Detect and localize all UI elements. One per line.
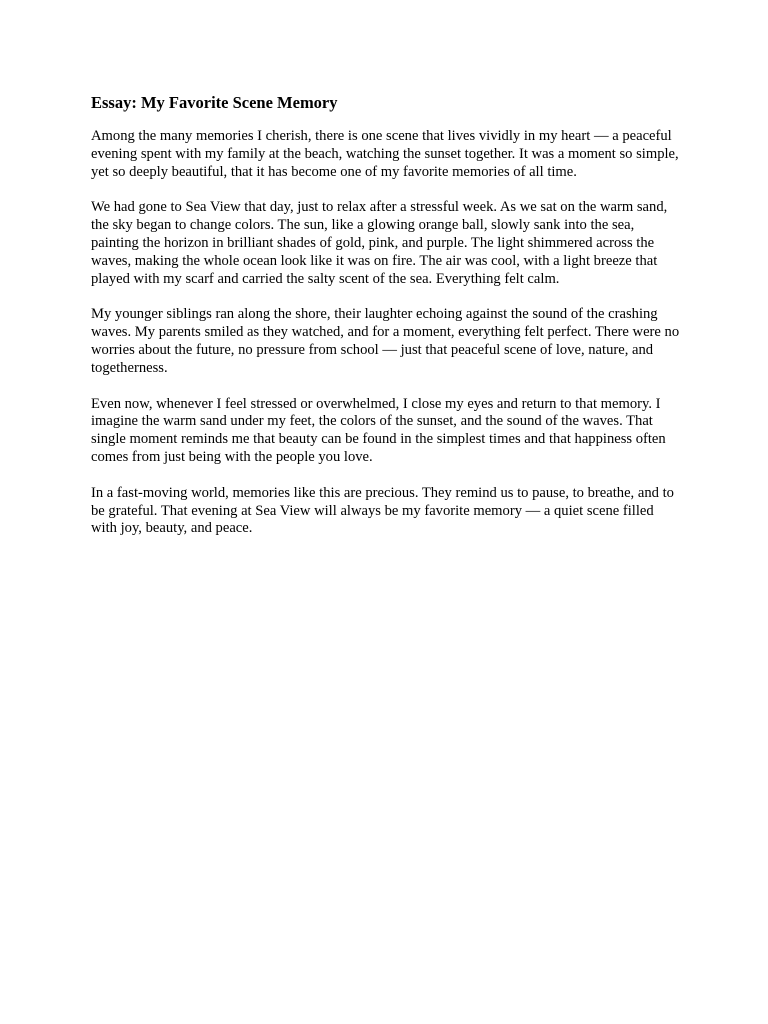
paragraph-3: My younger siblings ran along the shore, their laughter echoing against the sound of the crashing waves. My parents smiled as they watched, and for a moment, everything felt perfect. There were no worries about the future, no pressure from school — just that peaceful scene of love, nature, and togetherness. [91, 306, 680, 376]
essay-title: Essay: My Favorite Scene Memory [91, 93, 338, 112]
paragraph-2: We had gone to Sea View that day, just to relax after a stressful week. As we sat on the warm sand, the sky began to change colors. The sun, like a glowing orange ball, slowly sank into the sea, painting the horizon in brilliant shades of gold, pink, and purple. The light shimmered across the waves, making the whole ocean look like it was on fire. The air was cool, with a light breeze that played with my scarf and carried the salty scent of the sea. Everything felt calm. [91, 199, 668, 287]
paragraph-4: Even now, whenever I feel stressed or overwhelmed, I close my eyes and return to that memory. I imagine the warm sand under my feet, the colors of the sunset, and the sound of the waves. That single moment reminds me that beauty can be found in the simplest times and that happiness often comes from just being with the people you love. [91, 395, 666, 465]
paragraph-1: Among the many memories I cherish, there is one scene that lives vividly in my heart — a peaceful evening spent with my family at the beach, watching the sunset together. It was a moment so simple, yet so deeply beautiful, that it has become one of my favorite memories of all time. [91, 128, 679, 180]
paragraph-5: In a fast-moving world, memories like this are precious. They remind us to pause, to breathe, and to be grateful. That evening at Sea View will always be my favorite memory — a quiet scene filled with joy, beauty, and peace. [91, 484, 674, 537]
essay-body [91, 92, 681, 556]
